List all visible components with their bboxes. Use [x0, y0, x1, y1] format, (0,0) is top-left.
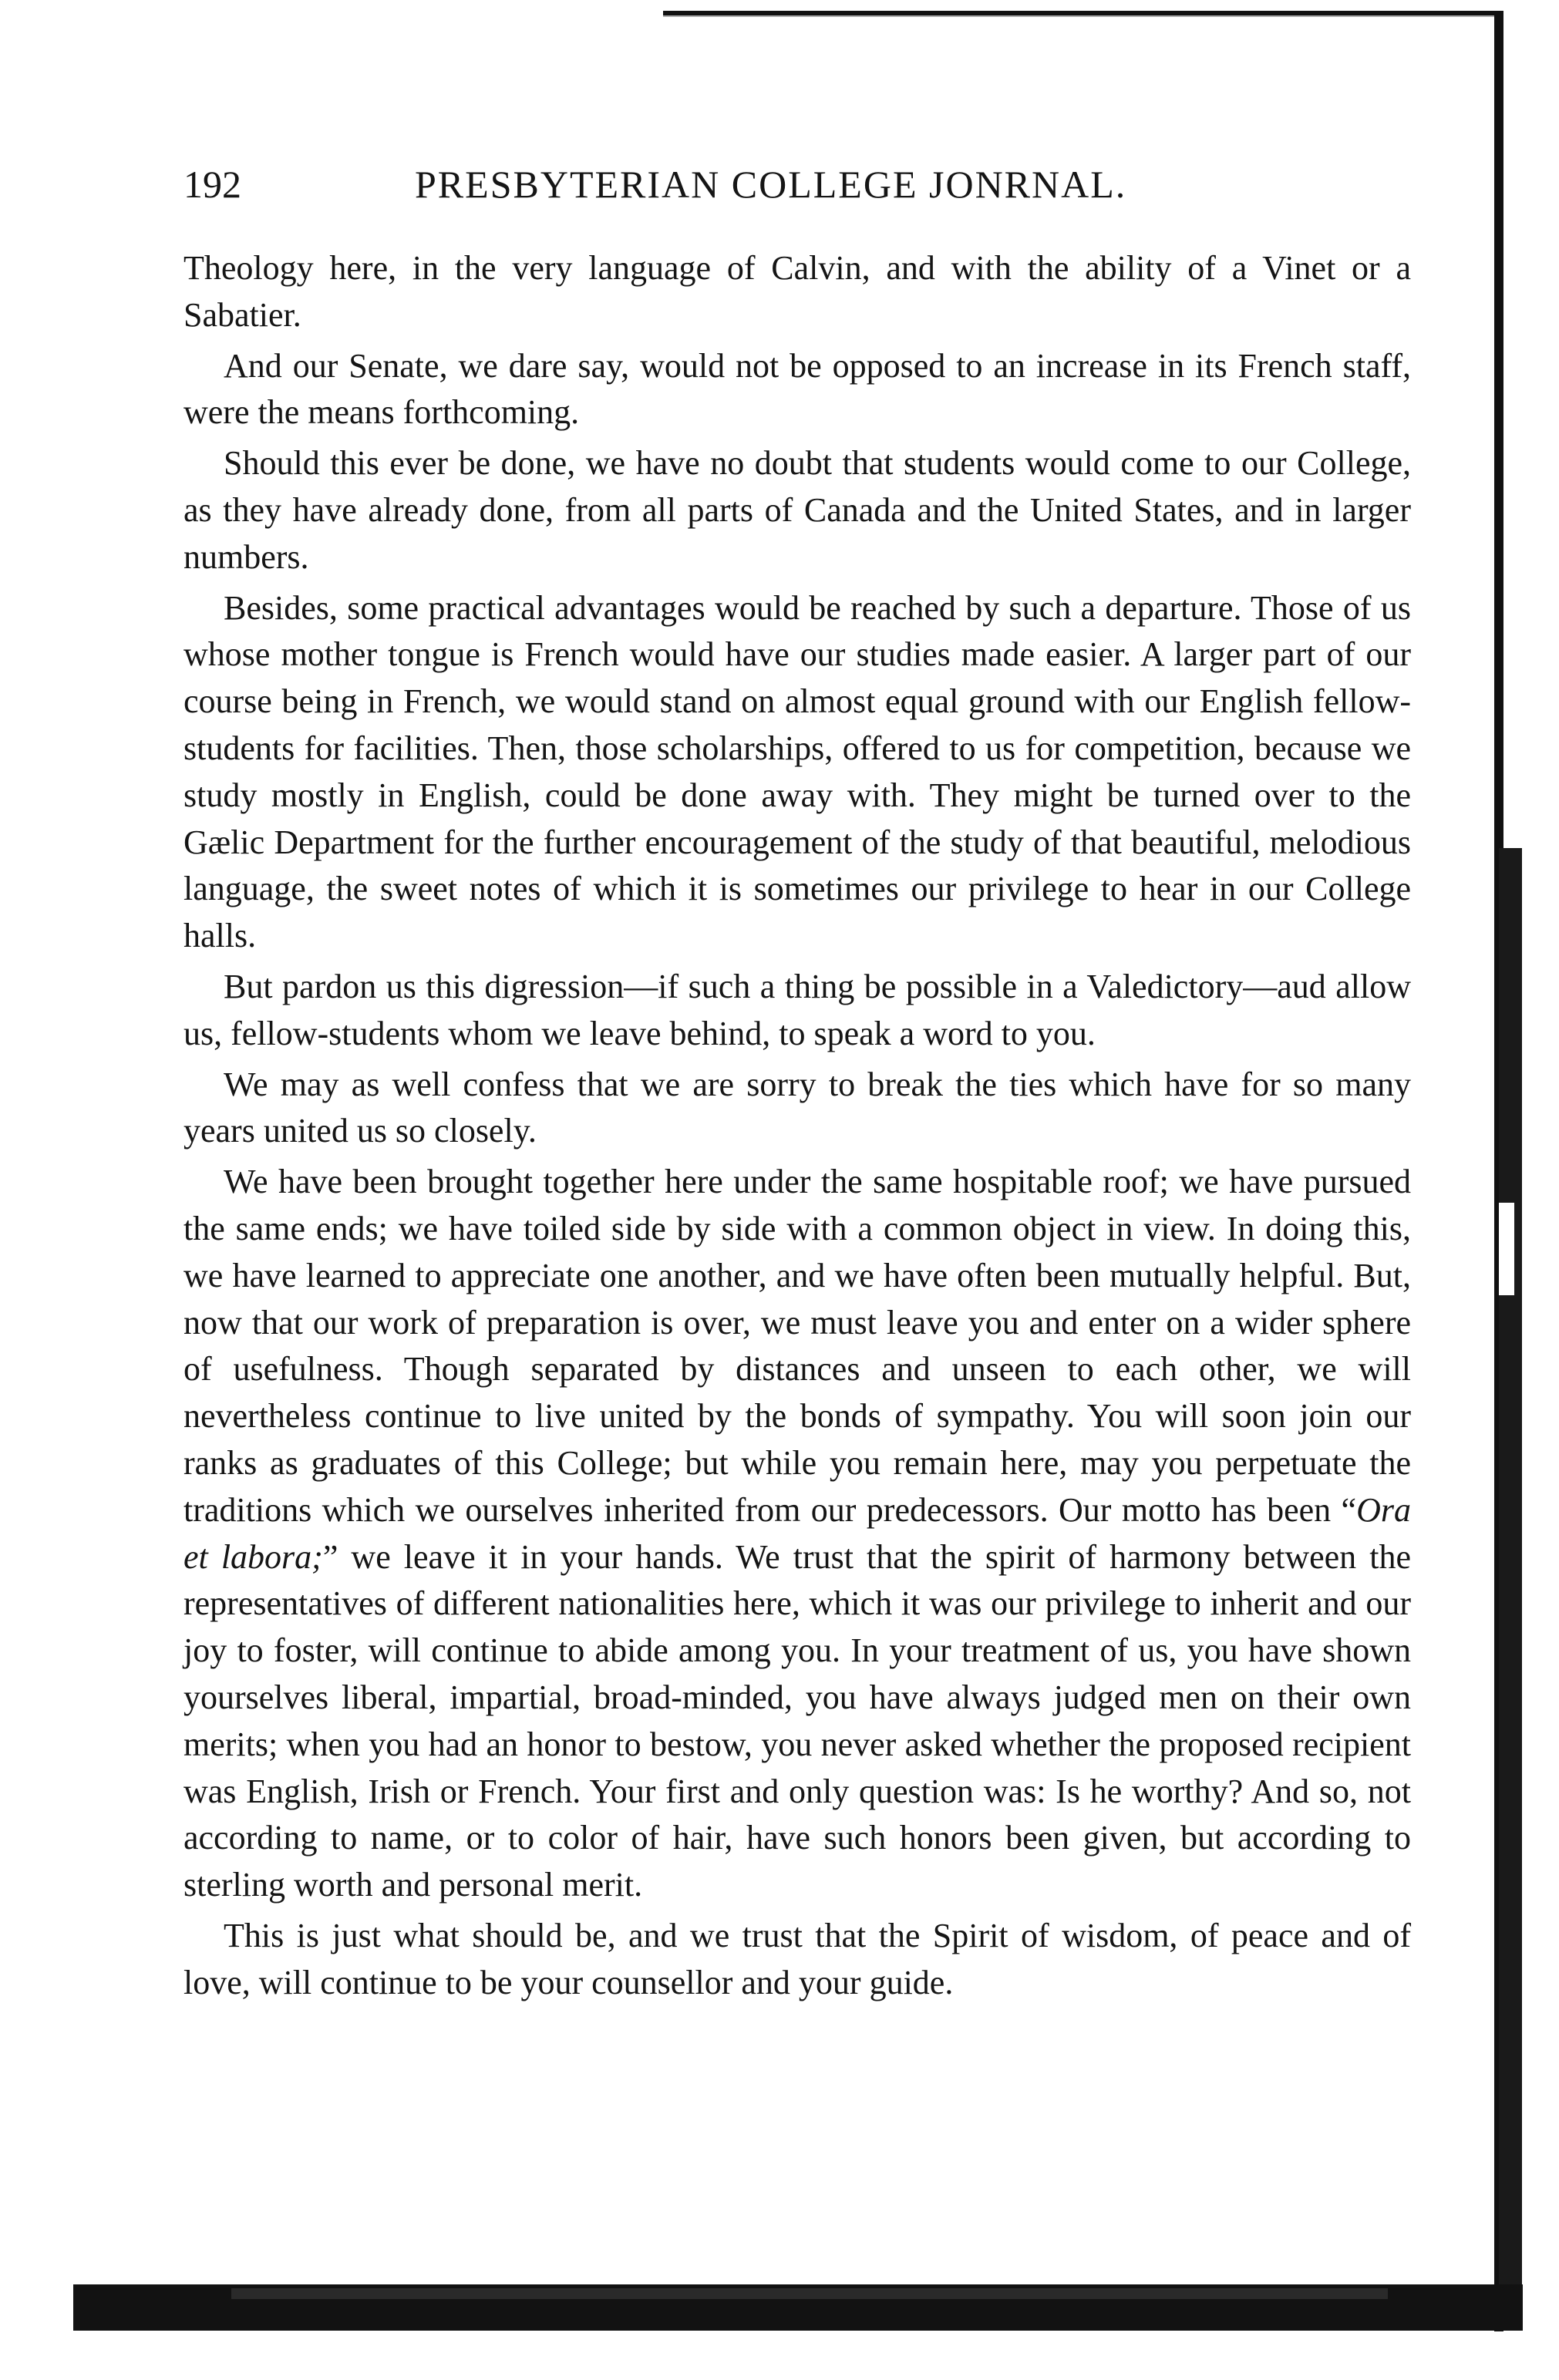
paragraph: This is just what should be, and we trust that the Spirit of wisdom, of peace and of love, will continue to be your counsellor and your guide. — [184, 1916, 1411, 2001]
top-border-rule-shadow — [663, 15, 1503, 17]
paragraph-text: ” we leave it in your hands. We trust that the spirit of harmony between the representatives of different nationalities here, which it was our privilege to inherit and our joy to foster, will continue to abide among you. In your treatment of us, you have shown yourselves liberal, impartial, broad-minded, you have always judged men on their own merits; when you had an honor to bestow, you never asked whether the proposed recipient was English, Irish or French. Your first and only question was: Is he worthy? And so, not according to name, or to color of hair, have such honors been given, but according to sterling worth and personal merit. — [184, 1537, 1411, 1904]
page-bottom-edge-highlight — [231, 2288, 1388, 2299]
paragraph: Should this ever be done, we have no doubt that students would come to our College, as they have already done, from all parts of Canada and the United States, and in larger numbers. — [184, 444, 1411, 576]
paragraph — [184, 1159, 1411, 1909]
page-number: 192 — [184, 163, 241, 206]
page-right-edge-gap — [1499, 1203, 1514, 1295]
paragraph: Besides, some practical advantages would be reached by such a departure. Those of us whose mother tongue is French would have our studies made easier. A larger part of our course being in French, we would stand on almost equal ground with our English fellow-students for facilities. Then, those scholarships, offered to us for competition, because we study mostly in English, could be done away with. They might be turned over to the Gælic Department for the further encouragement of the study of that beautiful, melodious language, the sweet notes of which it is sometimes our privilege to hear in our College halls. — [184, 588, 1411, 955]
latin-motto: Ora et labora; — [184, 1490, 1411, 1576]
paragraph: But pardon us this digression—if such a thing be possible in a Valedictory—aud allow us, fellow-students whom we leave behind, to speak a word to you. — [184, 967, 1411, 1052]
running-title: PRESBYTERIAN COLLEGE JONRNAL. — [415, 163, 1127, 206]
paragraph-text: We have been brought together here under the same hospitable roof; we have pursued the same ends; we have toiled side by side with a common object in view. In doing this, we have learned to appreciate one another, and we have often been mutually helpful. But, now that our work of preparation is over, we must leave you and enter on a wider sphere of usefulness. Though separated by distances and unseen to each other, we will nevertheless continue to live united by the bonds of sympathy. You will soon join our ranks as graduates of this College; but while you remain here, may you perpetuate the traditions which we ourselves inherited from our predecessors. Our motto has been “ — [184, 1163, 1411, 1529]
paragraph: Theology here, in the very language of Calvin, and with the ability of a Vinet or a Sabatier. — [184, 249, 1411, 334]
paragraph: And our Senate, we dare say, would not be opposed to an increase in its French staff, were the means forthcoming. — [184, 346, 1411, 432]
paragraph: We may as well confess that we are sorry to break the ties which have for so many years united us so closely. — [184, 1065, 1411, 1150]
article-body — [184, 245, 1411, 2006]
page-right-edge-shadow — [1499, 848, 1522, 2328]
page-header — [184, 162, 1417, 224]
